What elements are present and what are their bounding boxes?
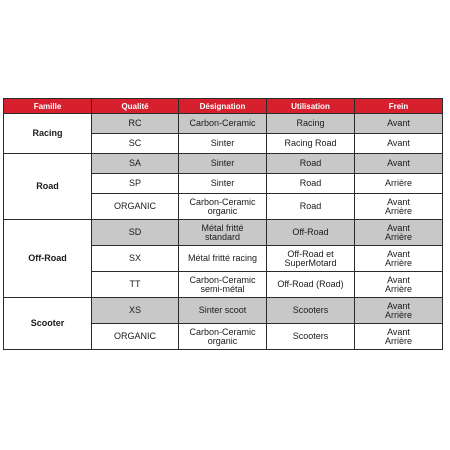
table-row (4, 114, 443, 134)
designation-cell-line: Carbon-Ceramic (189, 274, 256, 285)
utilisation-cell (267, 246, 355, 272)
table-body (4, 114, 443, 350)
frein-cell (355, 324, 443, 350)
qualite-cell: SC (92, 134, 179, 154)
designation-cell (179, 246, 267, 272)
utilisation-cell (267, 298, 355, 324)
designation-cell-line: Sinter scoot (198, 305, 247, 315)
table-row (4, 154, 443, 174)
designation-cell-line: Carbon-Ceramic (189, 196, 256, 207)
utilisation-cell-line: Racing (296, 118, 325, 128)
designation-cell-line: Carbon-Ceramic (189, 326, 256, 337)
family-cell: Road (4, 154, 92, 220)
family-cell: Off-Road (4, 220, 92, 298)
utilisation-cell-line: SuperMotard (284, 257, 337, 268)
qualite-cell: TT (92, 272, 179, 298)
frein-cell (355, 272, 443, 298)
designation-cell-line: Carbon-Ceramic (189, 118, 256, 128)
designation-cell (179, 220, 267, 246)
utilisation-cell (267, 194, 355, 220)
utilisation-cell (267, 134, 355, 154)
frein-cell-line: Avant (387, 222, 410, 233)
frein-cell (355, 114, 443, 134)
designation-cell-line: Métal fritté racing (187, 253, 258, 263)
frein-cell (355, 134, 443, 154)
designation-cell-line: organic (207, 205, 238, 216)
frein-cell-line: Arrière (384, 205, 412, 216)
frein-cell-line: Arrière (384, 283, 412, 294)
qualite-cell: RC (92, 114, 179, 134)
frein-cell-line: Arrière (384, 231, 412, 242)
utilisation-cell-line: Scooters (292, 305, 329, 315)
qualite-cell: ORGANIC (92, 194, 179, 220)
frein-cell-line: Avant (387, 158, 410, 168)
utilisation-cell-line: Road (299, 158, 322, 168)
frein-cell-line: Arrière (384, 178, 412, 188)
frein-cell-line: Avant (387, 274, 410, 285)
utilisation-cell-line: Off-Road (Road) (277, 279, 344, 289)
designation-cell (179, 114, 267, 134)
frein-cell (355, 220, 443, 246)
header-utilisation: Utilisation (267, 99, 355, 114)
qualite-cell: XS (92, 298, 179, 324)
designation-cell (179, 194, 267, 220)
designation-cell (179, 174, 267, 194)
qualite-cell: SD (92, 220, 179, 246)
family-cell: Racing (4, 114, 92, 154)
brake-pad-table (3, 98, 443, 350)
frein-cell (355, 194, 443, 220)
frein-cell-line: Avant (387, 300, 410, 311)
family-cell: Scooter (4, 298, 92, 350)
frein-cell-line: Avant (387, 196, 410, 207)
utilisation-cell (267, 154, 355, 174)
designation-cell (179, 298, 267, 324)
frein-cell-line: Arrière (384, 257, 412, 268)
designation-cell-line: organic (207, 335, 238, 346)
designation-cell-line: Sinter (210, 138, 235, 148)
header-designation: Désignation (179, 99, 267, 114)
utilisation-cell-line: Off-Road et (287, 248, 334, 259)
frein-cell-line: Avant (387, 138, 410, 148)
frein-cell-line: Avant (387, 248, 410, 259)
utilisation-cell (267, 114, 355, 134)
qualite-cell: SP (92, 174, 179, 194)
utilisation-cell (267, 324, 355, 350)
utilisation-cell-line: Off-Road (292, 227, 329, 237)
designation-cell-line: standard (204, 231, 241, 242)
frein-cell (355, 246, 443, 272)
designation-cell-line: semi-métal (200, 283, 245, 294)
utilisation-cell (267, 174, 355, 194)
utilisation-cell-line: Scooters (292, 331, 329, 341)
header-frein: Frein (355, 99, 443, 114)
designation-cell (179, 324, 267, 350)
table-row (4, 298, 443, 324)
utilisation-cell (267, 220, 355, 246)
qualite-cell: ORGANIC (92, 324, 179, 350)
utilisation-cell-line: Road (299, 178, 322, 188)
frein-cell-line: Arrière (384, 335, 412, 346)
frein-cell (355, 154, 443, 174)
header-famille: Famille (4, 99, 92, 114)
frein-cell-line: Avant (387, 118, 410, 128)
frein-cell-line: Arrière (384, 309, 412, 320)
utilisation-cell-line: Racing Road (284, 138, 337, 148)
designation-cell (179, 134, 267, 154)
frein-cell (355, 298, 443, 324)
frein-cell-line: Avant (387, 326, 410, 337)
designation-cell (179, 272, 267, 298)
header-qualite: Qualité (92, 99, 179, 114)
utilisation-cell (267, 272, 355, 298)
designation-cell-line: Métal fritté (201, 222, 244, 233)
designation-cell-line: Sinter (210, 158, 235, 168)
header-row (4, 99, 443, 114)
qualite-cell: SX (92, 246, 179, 272)
designation-cell-line: Sinter (210, 178, 235, 188)
designation-cell (179, 154, 267, 174)
table-row (4, 220, 443, 246)
frein-cell (355, 174, 443, 194)
utilisation-cell-line: Road (299, 201, 322, 211)
qualite-cell: SA (92, 154, 179, 174)
